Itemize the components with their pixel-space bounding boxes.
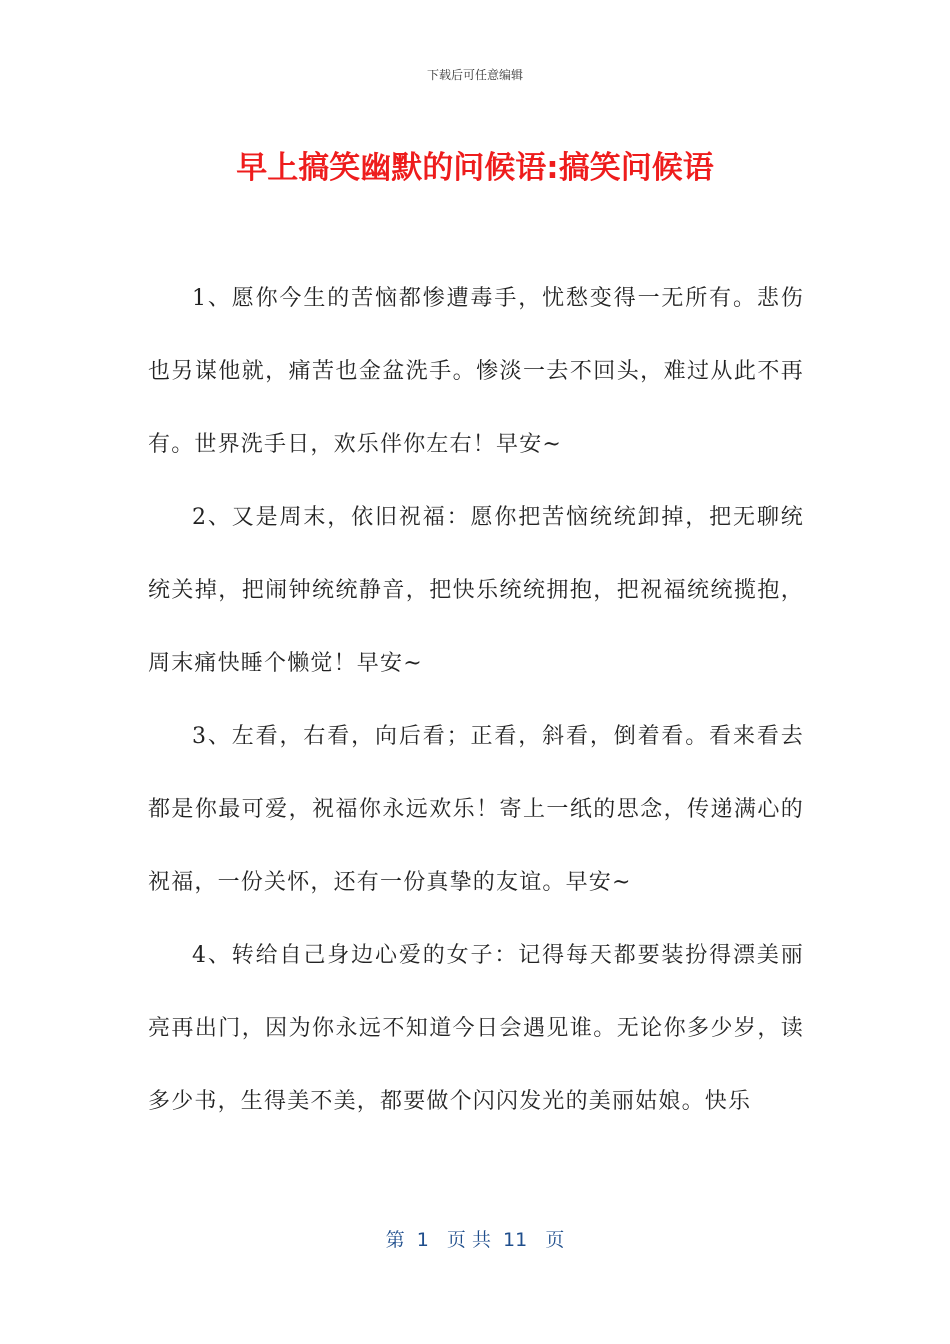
paragraph-3: 3、左看，右看，向后看；正看，斜看，倒着看。看来看去都是你最可爱，祝福你永远欢乐！寄上一纸的思念，传递满心的祝福，一份关怀，还有一份真挚的友谊。早安~ (148, 724, 804, 895)
header-note: 下载后可任意编辑 (426, 68, 523, 82)
document-title: 早上搞笑幽默的问候语:搞笑问候语 (236, 150, 714, 186)
paragraph-1: 1、愿你今生的苦恼都惨遭毒手，忧愁变得一无所有。悲伤也另谋他就，痛苦也金盆洗手。惨淡一去不回头，难过从此不再有。世界洗手日，欢乐伴你左右！早安~ (148, 286, 804, 457)
paragraph-2: 2、又是周末，依旧祝福：愿你把苦恼统统卸掉，把无聊统统关掉，把闹钟统统静音，把快乐统统拥抱，把祝福统统揽抱，周末痛快睡个懒觉！早安~ (148, 505, 804, 676)
paragraph-4: 4、转给自己身边心爱的女子：记得每天都要装扮得漂美丽亮再出门，因为你永远不知道今日会遇见谁。无论你多少岁，读多少书，生得美不美，都要做个闪闪发光的美丽姑娘。快乐 (148, 943, 804, 1114)
document-body (148, 262, 804, 1138)
page-number-footer: 第 1 页 共 11 页 (385, 1229, 565, 1251)
